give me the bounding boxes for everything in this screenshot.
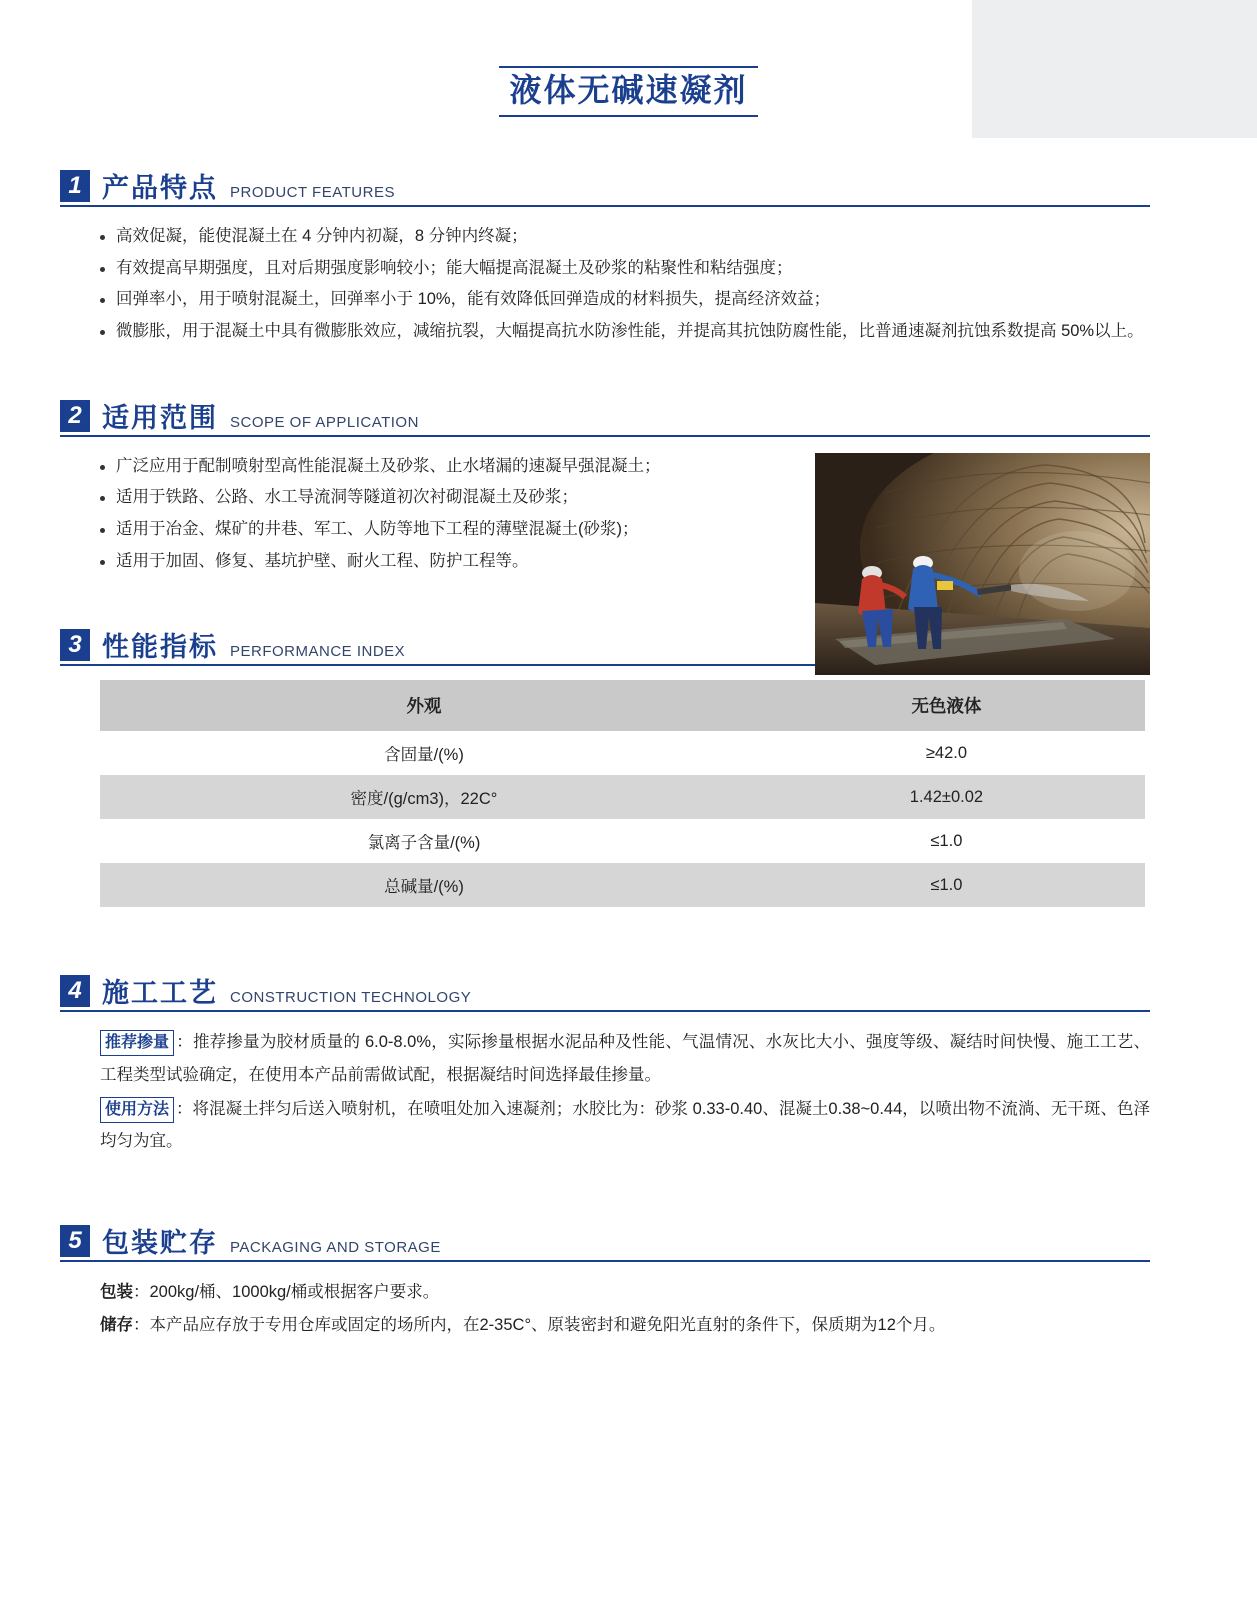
packaging-lines <box>60 1276 1150 1342</box>
scope-body <box>60 451 1150 578</box>
section-title-en: CONSTRUCTION TECHNOLOGY <box>230 989 472 1007</box>
section-title-en: PERFORMANCE INDEX <box>230 643 406 661</box>
list-item: 高效促凝，能使混凝土在 4 分钟内初凝，8 分钟内终凝； <box>100 221 1150 253</box>
paragraph-text: ：将混凝土拌匀后送入喷射机，在喷咀处加入速凝剂；水胶比为：砂浆 0.33-0.40、混凝土0.38~0.44，以喷出物不流淌、无干斑、色泽均匀为宜。 <box>100 1099 1150 1150</box>
list-item: 适用于加固、修复、基坑护壁、耐火工程、防护工程等。 <box>100 546 820 578</box>
photo-illustration <box>815 453 1150 675</box>
table-cell-value: 无色液体 <box>748 680 1145 731</box>
section-header <box>60 400 1150 437</box>
content-area <box>60 170 1150 1348</box>
section-title-cn: 性能指标 <box>102 632 218 663</box>
section-scope-of-application <box>60 400 1150 578</box>
label-usage-method: 使用方法 <box>100 1097 174 1123</box>
tunnel-construction-photo <box>815 453 1150 675</box>
section-title-cn: 适用范围 <box>102 402 218 433</box>
table-cell-value: 1.42±0.02 <box>748 775 1145 819</box>
label-storage: 储存 <box>100 1316 133 1335</box>
section-title-cn: 包装贮存 <box>102 1228 218 1259</box>
section-header <box>60 170 1150 207</box>
section-number-badge: 5 <box>60 1225 90 1257</box>
list-item: 有效提高早期强度，且对后期强度影响较小；能大幅提高混凝土及砂浆的粘聚性和粘结强度； <box>100 253 1150 285</box>
storage-line <box>100 1309 1150 1342</box>
table-row <box>100 680 1145 731</box>
construction-paragraphs <box>60 1026 1150 1157</box>
table-row <box>100 731 1145 775</box>
section-title-en: PACKAGING AND STORAGE <box>230 1239 441 1257</box>
section-title-en: PRODUCT FEATURES <box>230 184 395 201</box>
section-number-badge: 3 <box>60 629 90 661</box>
section-number-badge: 2 <box>60 400 90 432</box>
table-row <box>100 863 1145 907</box>
paragraph-usage <box>100 1093 1150 1157</box>
list-item: 适用于冶金、煤矿的井巷、军工、人防等地下工程的薄壁混凝土(砂浆)； <box>100 514 820 546</box>
spacer <box>60 354 1150 400</box>
section-product-features <box>60 170 1150 348</box>
table-row <box>100 775 1145 819</box>
section-title-cn: 产品特点 <box>102 173 218 203</box>
table-row <box>100 819 1145 863</box>
section-construction-technology <box>60 975 1150 1157</box>
table-cell-property: 含固量/(%) <box>100 731 748 775</box>
label-packaging: 包装 <box>100 1283 133 1302</box>
list-item: 回弹率小，用于喷射混凝土，回弹率小于 10%，能有效降低回弹造成的材料损失，提高经济效益； <box>100 284 1150 316</box>
table-cell-value: ≤1.0 <box>748 863 1145 907</box>
section-number-badge: 1 <box>60 170 90 202</box>
page-title: 液体无碱速凝剂 <box>499 66 757 117</box>
table-cell-property: 总碱量/(%) <box>100 863 748 907</box>
table-cell-property: 氯离子含量/(%) <box>100 819 748 863</box>
paragraph-text: ：推荐掺量为胶材质量的 6.0-8.0%，实际掺量根据水泥品种及性能、气温情况、水灰比大小、强度等级、凝结时间快慢、施工工艺、工程类型试验确定，在使用本产品前需做试配，根据凝结时间选择最佳掺量。 <box>100 1033 1150 1084</box>
section-title-en: SCOPE OF APPLICATION <box>230 413 419 431</box>
label-recommended-dosage: 推荐掺量 <box>100 1030 174 1056</box>
section-header <box>60 1225 1150 1262</box>
spacer <box>60 1163 1150 1225</box>
section-number-badge: 4 <box>60 975 90 1007</box>
section-header <box>60 975 1150 1012</box>
title-container <box>0 66 1257 117</box>
section-packaging-storage <box>60 1225 1150 1342</box>
storage-text: ：本产品应存放于专用仓库或固定的场所内，在2-35C°、原装密封和避免阳光直射的条件下，保质期为12个月。 <box>133 1316 946 1335</box>
packaging-text: ：200kg/桶、1000kg/桶或根据客户要求。 <box>133 1283 440 1302</box>
list-item: 广泛应用于配制喷射型高性能混凝土及砂浆、止水堵漏的速凝早强混凝土； <box>100 451 820 483</box>
packaging-line <box>100 1276 1150 1309</box>
table-cell-property: 外观 <box>100 680 748 731</box>
table-cell-value: ≤1.0 <box>748 819 1145 863</box>
spacer <box>60 913 1150 975</box>
list-item: 微膨胀，用于混凝土中具有微膨胀效应，减缩抗裂，大幅提高抗水防渗性能，并提高其抗蚀防腐性能，比普通速凝剂抗蚀系数提高 50%以上。 <box>100 316 1150 348</box>
table-cell-property: 密度/(g/cm3)，22C° <box>100 775 748 819</box>
performance-table <box>100 680 1145 907</box>
paragraph-dosage <box>100 1026 1150 1090</box>
feature-list <box>60 221 1150 348</box>
table-cell-value: ≥42.0 <box>748 731 1145 775</box>
list-item: 适用于铁路、公路、水工导流洞等隧道初次衬砌混凝土及砂浆； <box>100 482 820 514</box>
section-title-cn: 施工工艺 <box>102 978 218 1009</box>
